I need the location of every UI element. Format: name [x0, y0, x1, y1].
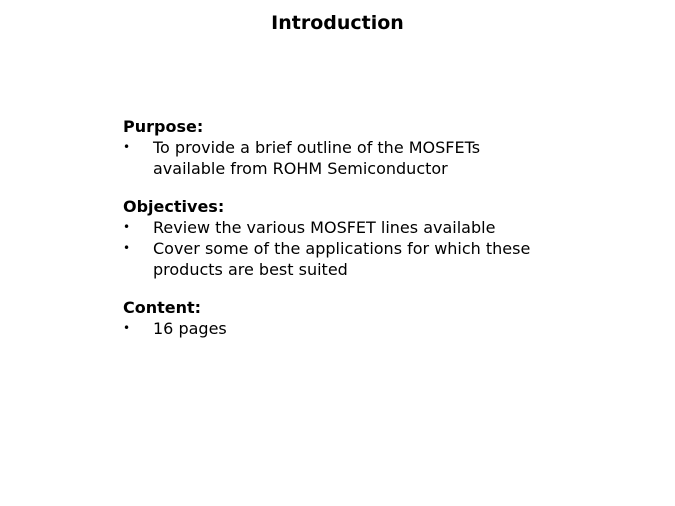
list-item — [123, 318, 643, 339]
list-item — [123, 217, 643, 238]
purpose-section — [123, 116, 643, 179]
purpose-heading: Purpose: — [123, 117, 204, 136]
bullet-icon: • — [123, 241, 131, 255]
objectives-heading: Objectives: — [123, 197, 225, 216]
list-item-text: 16 pages — [153, 319, 227, 338]
list-item — [123, 238, 643, 280]
content-heading: Content: — [123, 298, 202, 317]
list-item — [123, 137, 643, 179]
bullet-icon: • — [123, 321, 131, 335]
list-item-text: Review the various MOSFET lines available — [153, 218, 496, 237]
slide-title: Introduction — [271, 12, 404, 34]
bullet-icon: • — [123, 220, 131, 234]
content-list — [123, 318, 643, 339]
list-item-text: Cover some of the applications for which these products are best suited — [153, 239, 531, 279]
objectives-section — [123, 196, 643, 280]
bullet-icon: • — [123, 140, 131, 154]
content-section — [123, 297, 643, 339]
purpose-list — [123, 137, 643, 179]
slide-content — [123, 116, 643, 356]
list-item-text: To provide a brief outline of the MOSFETs available from ROHM Semiconductor — [153, 138, 481, 178]
objectives-list — [123, 217, 643, 280]
